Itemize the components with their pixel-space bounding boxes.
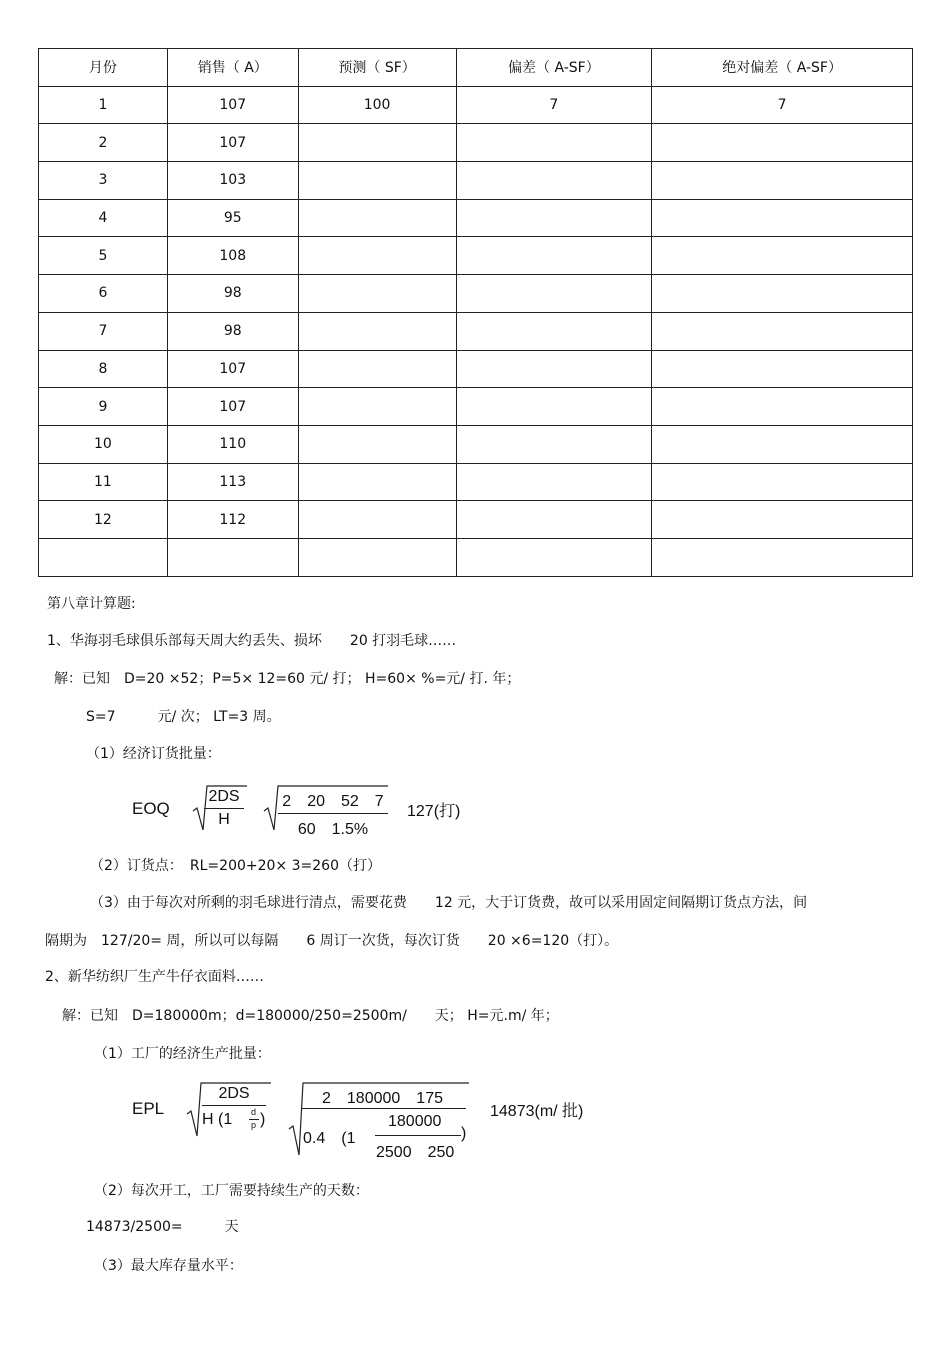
eoq-num-1: 2DS bbox=[208, 788, 240, 805]
forecast-table bbox=[38, 48, 913, 577]
cell-forecast bbox=[298, 237, 456, 275]
epl-den-1 bbox=[202, 1108, 266, 1132]
cell-sales: 112 bbox=[167, 501, 298, 539]
header-deviation: 偏差（ A-SF） bbox=[456, 49, 652, 87]
cell-forecast bbox=[298, 199, 456, 237]
cell-deviation bbox=[456, 124, 652, 162]
epl-fraction-2-bar bbox=[302, 1108, 466, 1109]
cell-sales: 107 bbox=[167, 124, 298, 162]
cell-abs-deviation bbox=[652, 425, 913, 463]
cell-forecast bbox=[298, 124, 456, 162]
cell-deviation bbox=[456, 501, 652, 539]
cell-sales: 107 bbox=[167, 350, 298, 388]
q2-days: 14873/2500= 天 bbox=[86, 1219, 239, 1235]
cell-sales: 110 bbox=[167, 425, 298, 463]
q1-title: 1、华海羽毛球俱乐部每天周大约丢失、损坏 20 打羽毛球…… bbox=[47, 633, 457, 649]
cell-forecast bbox=[298, 312, 456, 350]
cell-month: 5 bbox=[39, 237, 168, 275]
table-row bbox=[39, 388, 913, 426]
cell-abs-deviation bbox=[652, 124, 913, 162]
epl-den-2-close: ) bbox=[461, 1125, 467, 1142]
table-row bbox=[39, 275, 913, 313]
header-forecast: 预测（ SF） bbox=[298, 49, 456, 87]
epl-den-1-d: d bbox=[251, 1107, 257, 1117]
q2-step-3: （3）最大库存量水平： bbox=[94, 1258, 243, 1274]
cell-month: 6 bbox=[39, 275, 168, 313]
cell-abs-deviation: 7 bbox=[652, 86, 913, 124]
q1-step-3a: （3）由于每次对所剩的羽毛球进行清点，需要花费 12 元，大于订货费，故可以采用固定间隔期订货点方法，间 bbox=[90, 895, 808, 911]
header-abs-deviation: 绝对偏差（ A-SF） bbox=[652, 49, 913, 87]
cell-abs-deviation bbox=[652, 162, 913, 200]
cell-sales: 98 bbox=[167, 312, 298, 350]
cell-month: 2 bbox=[39, 124, 168, 162]
header-month: 月份 bbox=[39, 49, 168, 87]
epl-fraction-1 bbox=[202, 1085, 266, 1132]
cell-forecast bbox=[298, 275, 456, 313]
epl-den-2-a: 0.4 (1 bbox=[303, 1130, 356, 1147]
cell-month: 9 bbox=[39, 388, 168, 426]
epl-result: 14873(m/ 批) bbox=[490, 1103, 584, 1120]
cell-abs-deviation bbox=[652, 237, 913, 275]
cell-forecast bbox=[298, 538, 456, 576]
q2-title: 2、新华纺织厂生产牛仔衣面料…… bbox=[45, 969, 264, 985]
cell-deviation bbox=[456, 425, 652, 463]
q1-known-2: S=7 元/ 次； LT=3 周。 bbox=[86, 709, 281, 725]
cell-abs-deviation bbox=[652, 501, 913, 539]
cell-month: 1 bbox=[39, 86, 168, 124]
cell-forecast bbox=[298, 162, 456, 200]
cell-abs-deviation bbox=[652, 199, 913, 237]
cell-sales: 107 bbox=[167, 388, 298, 426]
cell-abs-deviation bbox=[652, 275, 913, 313]
table-header-row bbox=[39, 49, 913, 87]
epl-den-2-inner-den: 2500 250 bbox=[376, 1144, 455, 1161]
eoq-num-2: 2 20 52 7 bbox=[282, 793, 384, 810]
eoq-den-2: 60 1.5% bbox=[297, 821, 369, 838]
header-sales: 销售（ A） bbox=[167, 49, 298, 87]
table-row bbox=[39, 312, 913, 350]
table-row bbox=[39, 86, 913, 124]
cell-deviation bbox=[456, 388, 652, 426]
q1-step-1: （1）经济订货批量： bbox=[86, 746, 221, 762]
cell-month: 12 bbox=[39, 501, 168, 539]
cell-deviation bbox=[456, 162, 652, 200]
cell-forecast bbox=[298, 350, 456, 388]
cell-deviation: 7 bbox=[456, 86, 652, 124]
cell-deviation bbox=[456, 275, 652, 313]
cell-abs-deviation bbox=[652, 388, 913, 426]
q1-step-2: （2）订货点： RL=200+20× 3=260（打） bbox=[90, 858, 381, 874]
cell-forecast: 100 bbox=[298, 86, 456, 124]
q2-step-2: （2）每次开工，工厂需要持续生产的天数： bbox=[94, 1183, 369, 1199]
table-row bbox=[39, 463, 913, 501]
cell-deviation bbox=[456, 538, 652, 576]
cell-deviation bbox=[456, 463, 652, 501]
section-title: 第八章计算题: bbox=[47, 596, 136, 612]
epl-lhs: EPL bbox=[132, 1099, 165, 1118]
cell-month: 8 bbox=[39, 350, 168, 388]
cell-deviation bbox=[456, 350, 652, 388]
epl-den-1-h: H (1 bbox=[202, 1111, 233, 1128]
eoq-fraction-1 bbox=[204, 788, 244, 829]
epl-den-1-close: ) bbox=[260, 1111, 266, 1128]
cell-sales bbox=[167, 538, 298, 576]
cell-sales: 107 bbox=[167, 86, 298, 124]
table-row bbox=[39, 425, 913, 463]
table-row bbox=[39, 199, 913, 237]
table-row bbox=[39, 124, 913, 162]
eoq-den-1: H bbox=[218, 811, 230, 828]
cell-month: 7 bbox=[39, 312, 168, 350]
cell-sales: 103 bbox=[167, 162, 298, 200]
q1-step-3b: 隔期为 127/20= 周，所以可以每隔 6 周订一次货，每次订货 20 ×6=120（打）。 bbox=[45, 933, 619, 949]
table-row bbox=[39, 501, 913, 539]
eoq-result: 127(打) bbox=[407, 803, 461, 820]
epl-den-2-inner-num: 180000 bbox=[388, 1113, 442, 1130]
epl-num-1: 2DS bbox=[218, 1085, 250, 1102]
cell-abs-deviation bbox=[652, 538, 913, 576]
cell-month: 4 bbox=[39, 199, 168, 237]
table-row bbox=[39, 237, 913, 275]
forecast-table-body bbox=[39, 49, 913, 577]
cell-sales: 108 bbox=[167, 237, 298, 275]
cell-month: 3 bbox=[39, 162, 168, 200]
cell-forecast bbox=[298, 425, 456, 463]
cell-abs-deviation bbox=[652, 350, 913, 388]
table-row bbox=[39, 350, 913, 388]
cell-sales: 98 bbox=[167, 275, 298, 313]
cell-forecast bbox=[298, 388, 456, 426]
cell-month bbox=[39, 538, 168, 576]
epl-den-2-inner-bar bbox=[375, 1135, 461, 1136]
cell-abs-deviation bbox=[652, 463, 913, 501]
q1-known-1: 解：已知 D=20 ×52；P=5× 12=60 元/ 打； H=60× %=元/ 打. 年； bbox=[54, 671, 521, 687]
eoq-lhs: EOQ bbox=[132, 799, 170, 818]
table-row bbox=[39, 538, 913, 576]
epl-num-2: 2 180000 175 bbox=[322, 1090, 443, 1107]
cell-deviation bbox=[456, 237, 652, 275]
cell-deviation bbox=[456, 199, 652, 237]
eoq-fraction-2 bbox=[278, 788, 388, 839]
q2-known: 解：已知 D=180000m；d=180000/250=2500m/ 天； H=元.m/ 年； bbox=[62, 1008, 559, 1024]
cell-forecast bbox=[298, 463, 456, 501]
epl-den-1-p: p bbox=[251, 1120, 257, 1130]
cell-abs-deviation bbox=[652, 312, 913, 350]
cell-forecast bbox=[298, 501, 456, 539]
table-row bbox=[39, 162, 913, 200]
cell-month: 10 bbox=[39, 425, 168, 463]
cell-sales: 95 bbox=[167, 199, 298, 237]
cell-sales: 113 bbox=[167, 463, 298, 501]
cell-deviation bbox=[456, 312, 652, 350]
q2-step-1: （1）工厂的经济生产批量： bbox=[94, 1046, 271, 1062]
cell-month: 11 bbox=[39, 463, 168, 501]
